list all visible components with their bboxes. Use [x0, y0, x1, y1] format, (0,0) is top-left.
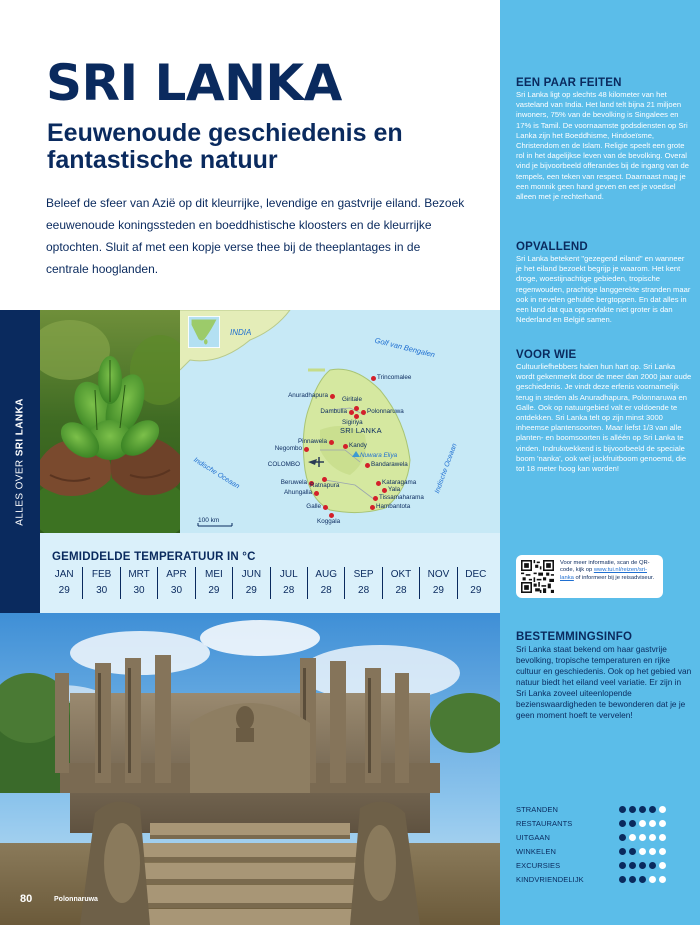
tea-leaves-photo — [40, 310, 180, 533]
rating-dot — [629, 862, 636, 869]
month-column — [157, 567, 194, 599]
rating-dot — [629, 848, 636, 855]
city-label-trincomalee: Trincomalee — [377, 374, 412, 381]
month-column — [457, 567, 494, 599]
month-label: NOV — [427, 569, 450, 580]
rating-row — [516, 872, 666, 886]
city-marker — [329, 513, 334, 518]
city-label-kandy: Kandy — [349, 442, 367, 449]
rating-dots — [619, 848, 666, 855]
city-label-anuradhapura: Anuradhapura — [288, 392, 328, 399]
rating-dot — [619, 876, 626, 883]
month-label: SEP — [353, 569, 374, 580]
rating-label: EXCURSIES — [516, 860, 561, 870]
city-marker — [365, 463, 370, 468]
rating-dot — [649, 820, 656, 827]
india-label: INDIA — [230, 328, 252, 337]
rating-dot — [639, 806, 646, 813]
month-temperature: 30 — [133, 585, 145, 596]
month-label: FEB — [91, 569, 112, 580]
rating-dot — [629, 820, 636, 827]
city-marker — [329, 440, 334, 445]
month-column — [82, 567, 119, 599]
rating-dot — [619, 820, 626, 827]
locator-inset — [188, 316, 220, 348]
city-label-dambulla: Dambulla — [320, 408, 347, 415]
notable-block — [516, 240, 692, 325]
city-marker — [354, 454, 359, 459]
rating-label: WINKELEN — [516, 846, 556, 856]
city-label-beruwela: Beruwela — [280, 479, 307, 486]
rating-dot — [659, 848, 666, 855]
rating-row — [516, 844, 666, 858]
city-label-koggala: Koggala — [317, 518, 341, 525]
city-label-bandarawela: Bandarawela — [371, 461, 408, 468]
photo-caption: Polonnaruwa — [54, 896, 98, 903]
city-marker — [376, 481, 381, 486]
rating-dot — [619, 848, 626, 855]
qr-caption: Voor meer informatie, scan de QR-code, kijk op www.tui.nl/reizen/sri-lanka of informeer bij je reisadviseur. — [560, 560, 655, 581]
city-label-ahungalla: Ahungalla — [283, 489, 312, 496]
rating-dots — [619, 806, 666, 813]
notable-text: Sri Lanka betekent "gezegend eiland" en wanneer je het eiland bezoekt begrijp je waarom. Het kent droge, woestijnachtige gebieden, tropische regenwouden, prachtige langgerekte stranden maar ook in nevelen gehulde bergtoppen. En dat alles in een land dat qua oppervlakte niet groter is dan Nederland en België samen. — [516, 254, 691, 325]
qr-code-icon[interactable] — [521, 560, 554, 593]
rating-dots — [619, 834, 666, 841]
month-temperature: 28 — [358, 585, 370, 596]
month-temperature: 28 — [320, 585, 332, 596]
month-label: OKT — [390, 569, 412, 580]
city-marker — [330, 394, 335, 399]
month-label: APR — [166, 569, 187, 580]
city-label-galle: Galle — [306, 503, 321, 510]
city-label-tissamaharama: Tissamaharama — [379, 494, 424, 501]
rating-dots — [619, 820, 666, 827]
month-column — [270, 567, 307, 599]
rating-dot — [639, 848, 646, 855]
city-marker — [361, 410, 366, 415]
city-marker — [314, 491, 319, 496]
facts-sidebar — [500, 0, 700, 925]
temperature-table — [40, 533, 500, 613]
page-subtitle: Eeuwenoude geschiedenis en fantastische natuur — [47, 119, 403, 174]
rating-dot — [659, 876, 666, 883]
city-marker — [354, 414, 359, 419]
intro-paragraph: Beleef de sfeer van Azië op dit kleurrijke, levendige en gastvrije eiland. Bezoek eeuwenoude koningssteden en boeddhistische kloosters en de kleurrijke optochten. Sluit af met een kopje verse thee bij de theeplantages in de centrale hooglanden. — [46, 196, 465, 276]
city-marker — [323, 505, 328, 510]
rating-row — [516, 858, 666, 872]
rating-row — [516, 816, 666, 830]
destination-info-block — [516, 630, 692, 721]
month-row — [46, 567, 494, 599]
rating-dot — [649, 834, 656, 841]
rating-dot — [639, 834, 646, 841]
month-label: AUG — [315, 569, 337, 580]
month-label: MRT — [128, 569, 150, 580]
city-marker — [343, 444, 348, 449]
city-label-nuwara-eliya: Nuwara Eliya — [360, 452, 398, 459]
month-label: JUN — [241, 569, 262, 580]
facts-block — [516, 76, 692, 202]
notable-heading: OPVALLEND — [516, 241, 588, 253]
city-label-yala: Yala — [388, 486, 401, 493]
rating-row — [516, 802, 666, 816]
city-label-polonnaruwa: Polonnaruwa — [367, 408, 404, 415]
city-label-hambantota: Hambantota — [376, 503, 411, 510]
rating-dot — [629, 834, 636, 841]
page-title: SRI LANKA — [46, 54, 342, 112]
city-marker — [370, 505, 375, 510]
page-number: 80 — [20, 893, 33, 905]
month-temperature: 29 — [470, 585, 482, 596]
country-label: SRI LANKA — [340, 426, 382, 435]
rating-dot — [619, 806, 626, 813]
rating-label: RESTAURANTS — [516, 818, 573, 828]
month-column — [382, 567, 419, 599]
audience-block — [516, 348, 692, 474]
month-column — [419, 567, 456, 599]
rating-dot — [629, 806, 636, 813]
destination-info-heading: BESTEMMINGSINFO — [516, 631, 633, 643]
audience-heading: VOOR WIE — [516, 349, 577, 361]
month-label: DEC — [465, 569, 487, 580]
qr-info-box — [516, 555, 663, 598]
month-label: MEI — [205, 569, 223, 580]
rating-dot — [639, 820, 646, 827]
city-label-giritale: Giritale — [342, 396, 362, 403]
side-band-label: ALLES OVER SRI LANKA — [14, 398, 26, 526]
city-label-ratnapura: Ratnapura — [310, 482, 340, 489]
facts-heading: EEN PAAR FEITEN — [516, 77, 622, 89]
city-marker — [354, 406, 359, 411]
tui-link[interactable]: www.tui.nl/reizen/sri-lanka — [560, 567, 647, 581]
rating-label: KINDVRIENDELIJK — [516, 874, 584, 884]
rating-dot — [619, 862, 626, 869]
city-label-pinnawela: Pinnawela — [297, 438, 327, 445]
polonnaruwa-photo — [0, 613, 500, 925]
month-column — [120, 567, 157, 599]
city-marker — [371, 376, 376, 381]
rating-dot — [649, 862, 656, 869]
month-label: JAN — [54, 569, 74, 580]
city-marker — [382, 488, 387, 493]
scale-label: 100 km — [198, 517, 220, 524]
month-temperature: 29 — [432, 585, 444, 596]
rating-list — [516, 802, 666, 886]
rating-row — [516, 830, 666, 844]
city-marker — [304, 447, 309, 452]
month-temperature: 28 — [395, 585, 407, 596]
city-marker — [373, 496, 378, 501]
rating-dot — [659, 806, 666, 813]
rating-dot — [649, 806, 656, 813]
rating-dot — [659, 834, 666, 841]
temperature-heading: GEMIDDELDE TEMPERATUUR IN °C — [52, 551, 256, 563]
month-temperature: 30 — [96, 585, 108, 596]
month-label: JUL — [279, 569, 298, 580]
rating-dots — [619, 862, 666, 869]
rating-dots — [619, 876, 666, 883]
city-label-kataragama: Kataragama — [382, 479, 417, 486]
month-column — [232, 567, 269, 599]
month-temperature: 28 — [283, 585, 295, 596]
month-column — [195, 567, 232, 599]
sri-lanka-map — [180, 310, 500, 533]
city-marker — [302, 463, 307, 468]
city-marker — [349, 410, 354, 415]
rating-dot — [659, 820, 666, 827]
rating-label: STRANDEN — [516, 804, 559, 814]
city-label-sigiriya: Sigiriya — [342, 419, 363, 426]
rating-dot — [639, 876, 646, 883]
rating-dot — [659, 862, 666, 869]
month-temperature: 29 — [245, 585, 257, 596]
rating-dot — [629, 876, 636, 883]
ocean-east-label: Indische Oceaan — [433, 442, 459, 495]
rating-dot — [649, 876, 656, 883]
rating-dot — [619, 834, 626, 841]
destination-info-text: Sri Lanka staat bekend om haar gastvrije bevolking, tropische temperaturen en rijke cultuur en geschiedenis. Ook op het gebied van natuur biedt het eiland veel variatie. Er zijn in Sri Lanka zoveel uiteenlopende bezienswaardigheden te bewonderen dat je je geen moment hoeft te vervelen! — [516, 644, 692, 720]
bay-label: Golf van Bengalen — [373, 335, 436, 360]
rating-label: UITGAAN — [516, 832, 551, 842]
month-column — [307, 567, 344, 599]
rating-dot — [639, 862, 646, 869]
rating-dot — [649, 848, 656, 855]
city-marker — [322, 477, 327, 482]
month-temperature: 30 — [170, 585, 183, 596]
month-temperature: 29 — [208, 585, 220, 596]
month-column — [344, 567, 381, 599]
city-label-colombo: COLOMBO — [267, 461, 300, 468]
ocean-west-label: Indische Oceaan — [192, 456, 241, 491]
month-column — [46, 567, 82, 599]
city-label-negombo: Negombo — [274, 445, 302, 452]
audience-text: Cultuurliefhebbers halen hun hart op. Sri Lanka wordt gekenmerkt door de meer dan 2000 jaar oude geschiedenis. Je vindt deze erfenis voornamelijk terug in steden als Anuradhapura, Polonnaruwa en Galle. Ook op natuurgebied valt er voldoende te ontdekken. Sri Lanka telt op zijn minst 3000 inheemse plantensoorten. Maar liefst 1/3 van alle planten- en boomsoorten is alléén op Sri Lanka te vinden. Indrukwekkend is bijvoorbeeld de speciale boom 'nanka', ook wel jackfruitboom genoemd, die tot 18 meter hoog kan worden! — [516, 362, 692, 474]
facts-text: Sri Lanka ligt op slechts 48 kilometer van het vasteland van India. Het land telt bijna 21 miljoen inwoners, 75% van de bevolking is Singalees en 17% is Tamil. De voornaamste godsdiensten op Sri Lanka zijn het Boeddhisme, Hindoeïsme, Christendom en de Islam. Religie speelt een grote rol in het dagelijkse leven van de bevolking. Overal vind je bijvoorbeeld offerandes bij de ingang van de tempels, een teken van respect. Daarnaast mag je een monnik geen hand geven en eet je voedsel alleen met je rechterhand. — [516, 90, 689, 202]
month-temperature: 29 — [58, 585, 70, 596]
